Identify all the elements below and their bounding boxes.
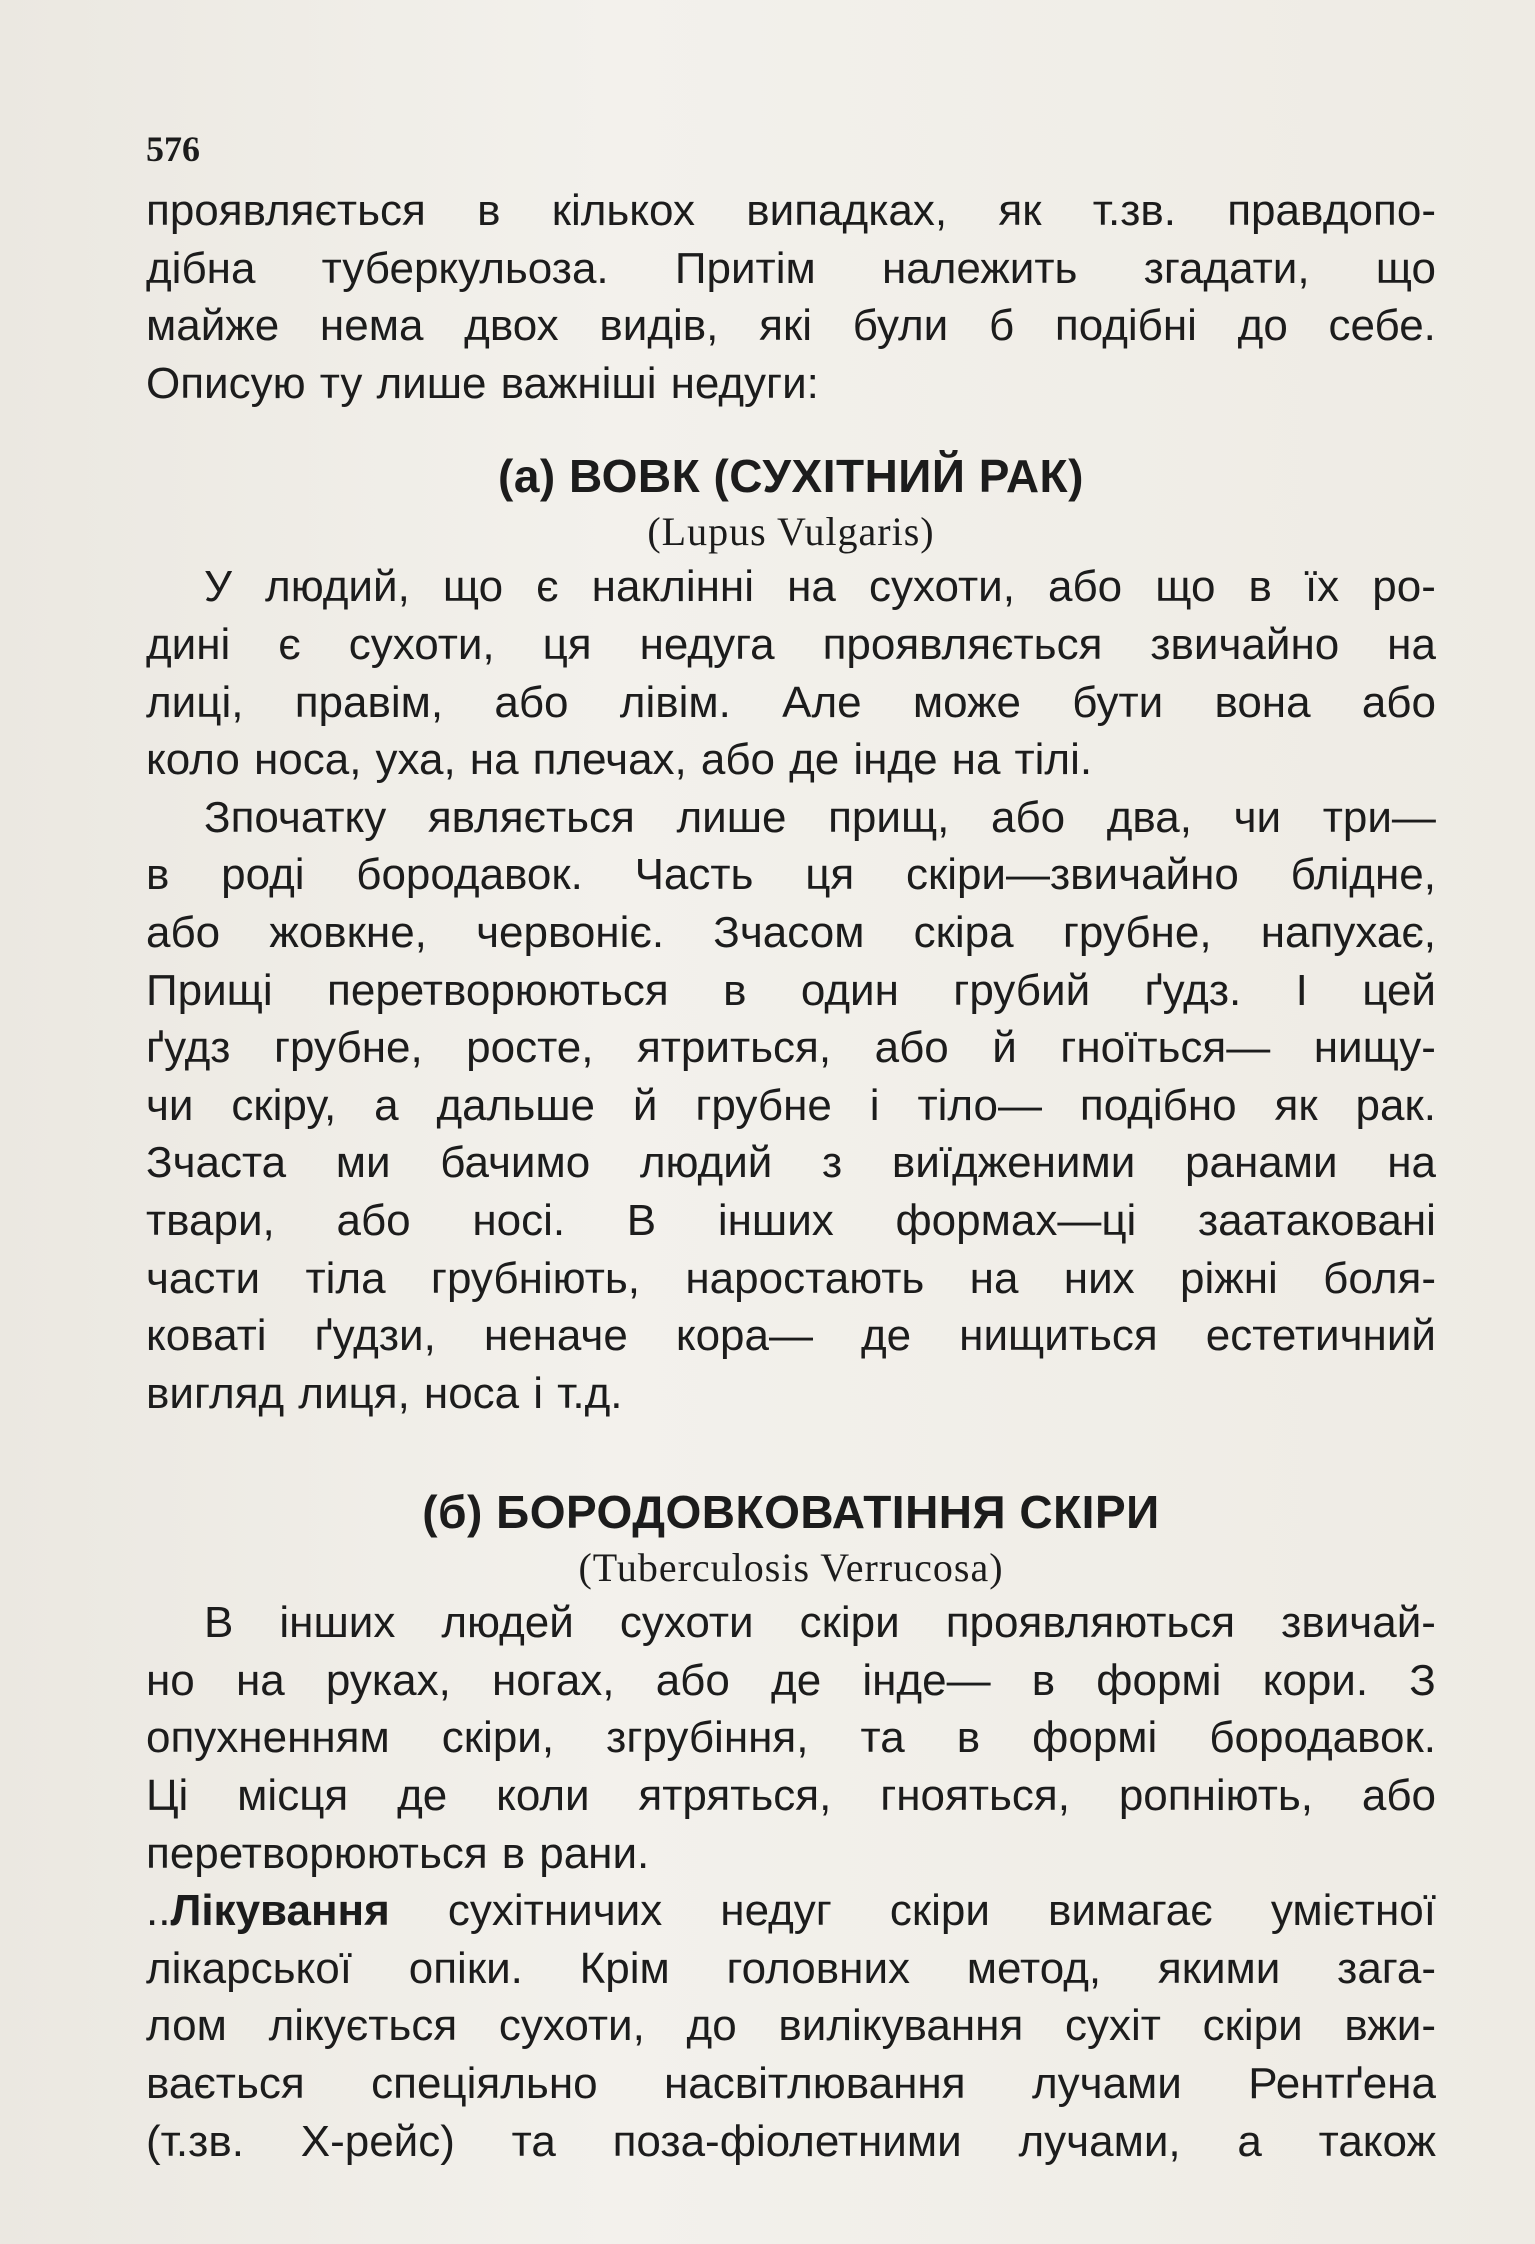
text-line xyxy=(146,1019,1436,1077)
word: що xyxy=(1155,562,1216,612)
word: а xyxy=(374,1080,399,1130)
word: інде— xyxy=(862,1655,991,1705)
word: й xyxy=(992,1023,1017,1073)
word: де xyxy=(771,1655,822,1705)
word: грубне, xyxy=(1062,907,1212,957)
word: перетворюються xyxy=(327,965,669,1015)
word: ґудз. xyxy=(1144,965,1242,1015)
text-line xyxy=(146,674,1436,732)
word: і xyxy=(869,1080,880,1130)
word: важніші xyxy=(500,358,657,408)
word: людий xyxy=(639,1138,773,1188)
word: носа, xyxy=(253,735,362,785)
word: вжи- xyxy=(1344,2001,1436,2051)
word: ро- xyxy=(1372,562,1436,612)
word: цей xyxy=(1362,965,1436,1015)
word: бородавок. xyxy=(356,850,583,900)
word: як xyxy=(998,186,1042,235)
word: є xyxy=(536,562,559,612)
word: ранами xyxy=(1185,1138,1338,1188)
treatment-paragraph xyxy=(146,1882,1436,2170)
section-heading: (а) ВОВК (СУХІТНИЙ РАК) xyxy=(498,450,1084,503)
word: скіри, xyxy=(441,1713,555,1763)
word: правім, xyxy=(294,677,444,727)
word: формі xyxy=(1096,1655,1222,1705)
word: в xyxy=(723,965,747,1015)
word: тіло— xyxy=(917,1080,1043,1130)
word: плечах, xyxy=(532,735,687,785)
word: І xyxy=(1295,965,1308,1015)
word: на xyxy=(1387,619,1436,669)
word: як xyxy=(1274,1080,1318,1130)
word: чи xyxy=(1233,792,1282,842)
word: сухітничих xyxy=(447,1886,663,1936)
word: на xyxy=(235,1655,285,1705)
word: звичайно xyxy=(1150,619,1340,669)
word: а xyxy=(1237,2116,1262,2166)
word: недуга xyxy=(639,619,775,669)
word: до xyxy=(1237,301,1288,351)
word: де xyxy=(789,735,840,785)
word: бути xyxy=(1072,677,1164,727)
word: сухіт xyxy=(1065,2001,1161,2051)
word: умієтної xyxy=(1270,1886,1436,1936)
word: лом xyxy=(146,2001,227,2051)
word: звичай- xyxy=(1281,1598,1436,1648)
word: неначе xyxy=(483,1311,628,1361)
word: та xyxy=(860,1713,905,1763)
word: нищиться xyxy=(959,1311,1158,1361)
word: Описую xyxy=(146,358,306,408)
text-line xyxy=(146,1134,1436,1192)
word: де xyxy=(397,1771,448,1821)
text-line xyxy=(146,182,1436,240)
word: належить xyxy=(881,243,1078,293)
word: їх xyxy=(1304,562,1340,612)
page-content xyxy=(146,182,1436,2170)
word: роді xyxy=(221,850,305,900)
word: головних xyxy=(726,1943,911,1993)
word: вилікування xyxy=(778,2001,1024,2051)
text-line xyxy=(146,1940,1436,1998)
word: на xyxy=(1387,1138,1436,1188)
word: в xyxy=(956,1713,981,1763)
text-line xyxy=(146,1365,1436,1423)
word: носі. xyxy=(472,1195,566,1245)
word: них xyxy=(1063,1253,1135,1303)
word: Зпочатку xyxy=(204,792,387,842)
word: твари, xyxy=(146,1195,275,1245)
word: В xyxy=(626,1195,657,1245)
word: части xyxy=(146,1253,261,1303)
word: згрубіння, xyxy=(606,1713,809,1763)
word: т.д. xyxy=(557,1368,623,1418)
word: ятриться, xyxy=(636,1023,832,1073)
word: Х-рейс) xyxy=(300,2116,455,2166)
word: б xyxy=(988,301,1015,351)
word: лиці, xyxy=(146,677,244,727)
word: перетворюються xyxy=(146,1828,488,1878)
word: бачимо xyxy=(440,1138,591,1188)
word: лікарської xyxy=(146,1943,352,1993)
word: напухає, xyxy=(1260,907,1436,957)
text-line xyxy=(146,240,1436,298)
word: но xyxy=(146,1655,195,1705)
latin-subtitle: (Lupus Vulgaris) xyxy=(647,509,935,555)
word: В xyxy=(204,1598,234,1648)
word: ця xyxy=(542,619,592,669)
word: в xyxy=(146,850,170,900)
word: чи xyxy=(146,1080,194,1130)
word: виїдженими xyxy=(891,1138,1136,1188)
word: або xyxy=(655,1655,730,1705)
word: (т.зв. xyxy=(146,2116,244,2166)
word: формах—ці xyxy=(895,1195,1137,1245)
word: або xyxy=(1361,677,1436,727)
word: інших xyxy=(717,1195,834,1245)
word: до xyxy=(686,2001,737,2051)
word: гноїться— xyxy=(1060,1023,1271,1073)
word: згадати, xyxy=(1143,243,1310,293)
word: з xyxy=(822,1138,843,1188)
word: Притім xyxy=(674,243,816,293)
word: людей xyxy=(441,1598,574,1648)
word: проявляється xyxy=(146,186,426,235)
word: може xyxy=(912,677,1021,727)
word: дібна xyxy=(146,243,256,293)
word: руках, xyxy=(325,1655,451,1705)
word: являється xyxy=(427,792,635,842)
word: Зчасом xyxy=(713,907,865,957)
section-heading: (б) БОРОДОВКОВАТІННЯ СКІРИ xyxy=(422,1486,1160,1539)
word: уха, xyxy=(375,735,456,785)
word: людий, xyxy=(265,562,410,612)
word: коваті xyxy=(146,1311,267,1361)
word: були xyxy=(852,301,949,351)
word: в xyxy=(477,186,501,235)
word: правдопо- xyxy=(1227,186,1436,235)
word: або xyxy=(494,677,569,727)
word: червоніє. xyxy=(476,907,665,957)
text-line xyxy=(146,1192,1436,1250)
word: подібно xyxy=(1079,1080,1237,1130)
word: якими xyxy=(1157,1943,1281,1993)
word: росте, xyxy=(466,1023,594,1073)
text-line xyxy=(146,1077,1436,1135)
word: ту xyxy=(319,358,363,408)
word: вона xyxy=(1214,677,1311,727)
word: або xyxy=(700,735,776,785)
word: або xyxy=(1048,562,1123,612)
word: блідне, xyxy=(1290,850,1436,900)
word: Ці xyxy=(146,1771,189,1821)
word: на xyxy=(969,1253,1019,1303)
word: У xyxy=(204,562,232,612)
word: лікується xyxy=(268,2001,458,2051)
word: гнояться, xyxy=(880,1771,1070,1821)
text-line xyxy=(146,789,1436,847)
word: три— xyxy=(1322,792,1436,842)
word: грубне xyxy=(695,1080,832,1130)
word: інде xyxy=(853,735,938,785)
word: випадках, xyxy=(746,186,948,235)
text-line xyxy=(146,1250,1436,1308)
word: скіри—звичайно xyxy=(905,850,1239,900)
word: лівім. xyxy=(619,677,731,727)
word: рани. xyxy=(539,1828,650,1878)
word: недуги: xyxy=(670,358,819,408)
text-line xyxy=(146,1882,1436,1940)
text-line xyxy=(146,297,1436,355)
word: Часть xyxy=(634,850,754,900)
word: лиця, xyxy=(298,1368,410,1418)
word: проявляються xyxy=(945,1598,1236,1648)
word: скіру, xyxy=(231,1080,337,1130)
text-line xyxy=(146,1652,1436,1710)
text-line xyxy=(146,731,1436,789)
word: бородавок. xyxy=(1209,1713,1436,1763)
text-line xyxy=(146,1307,1436,1365)
word: або xyxy=(991,792,1066,842)
word: жовкне, xyxy=(269,907,427,957)
latin-subtitle: (Tuberculosis Verrucosa) xyxy=(578,1545,1004,1591)
text-line xyxy=(146,1767,1436,1825)
word: скіри xyxy=(799,1598,900,1648)
word: в xyxy=(501,1828,526,1878)
word: та xyxy=(511,2116,556,2166)
word: естетичний xyxy=(1205,1311,1436,1361)
word: дальше xyxy=(436,1080,596,1130)
section-paragraph xyxy=(146,1594,1436,1882)
word: ятряться, xyxy=(638,1771,832,1821)
word: що xyxy=(1375,243,1436,293)
word: на xyxy=(787,562,836,612)
word: або xyxy=(336,1195,411,1245)
word: й xyxy=(632,1080,658,1130)
word: боля- xyxy=(1323,1253,1436,1303)
word: нищу- xyxy=(1313,1023,1436,1073)
word: грубніють, xyxy=(430,1253,641,1303)
word: кора— xyxy=(675,1311,813,1361)
text-line xyxy=(146,1709,1436,1767)
word: або xyxy=(146,907,221,957)
word: ногах, xyxy=(491,1655,615,1705)
text-line xyxy=(146,355,1436,413)
word: є xyxy=(278,619,301,669)
word: лише xyxy=(376,358,487,408)
word: сухоти, xyxy=(498,2001,645,2051)
word: майже xyxy=(146,301,280,351)
word: коло xyxy=(146,735,240,785)
word: сухоти, xyxy=(868,562,1015,612)
word: зага- xyxy=(1337,1943,1436,1993)
treatment-keyword: Лікування xyxy=(170,1886,390,1936)
text-line xyxy=(146,1997,1436,2055)
word: формі xyxy=(1032,1713,1158,1763)
word: ґудзи, xyxy=(314,1311,436,1361)
word: лучами, xyxy=(1018,2116,1181,2166)
word: дині xyxy=(146,619,231,669)
word: опухненням xyxy=(146,1713,390,1763)
text-line xyxy=(146,1825,1436,1883)
word: грубий xyxy=(953,965,1091,1015)
word: Але xyxy=(782,677,862,727)
word: сухоти, xyxy=(348,619,495,669)
word: туберкульоза. xyxy=(321,243,609,293)
word: вигляд xyxy=(146,1368,285,1418)
word: наклінні xyxy=(591,562,755,612)
word: прищ, xyxy=(828,792,950,842)
word: які xyxy=(759,301,812,351)
word: також xyxy=(1318,2116,1436,2166)
word: грубне, xyxy=(273,1023,423,1073)
text-line xyxy=(146,846,1436,904)
word: Прищі xyxy=(146,965,273,1015)
word: ми xyxy=(335,1138,391,1188)
word: вається xyxy=(146,2059,305,2109)
word: в xyxy=(1248,562,1272,612)
word: ріжні xyxy=(1180,1253,1278,1303)
word: два, xyxy=(1106,792,1192,842)
word: тіла xyxy=(305,1253,386,1303)
word: на xyxy=(951,735,1001,785)
word: спеціяльно xyxy=(371,2059,598,2109)
text-line xyxy=(146,2055,1436,2113)
word: тілі. xyxy=(1014,735,1093,785)
word: насвітлювання xyxy=(664,2059,966,2109)
word: носа xyxy=(423,1368,520,1418)
word: наростають xyxy=(685,1253,925,1303)
word: поза-фіолетними xyxy=(612,2116,962,2166)
word: двох xyxy=(464,301,559,351)
word: Крім xyxy=(579,1943,670,1993)
text-line xyxy=(146,558,1436,616)
word: ропніють, xyxy=(1118,1771,1313,1821)
word: що xyxy=(442,562,504,612)
word: скіра xyxy=(913,907,1014,957)
word: З xyxy=(1409,1655,1436,1705)
word: метод, xyxy=(966,1943,1102,1993)
text-line xyxy=(146,1594,1436,1652)
word: вимагає xyxy=(1048,1886,1213,1936)
word: т.зв. xyxy=(1092,186,1176,235)
word: себе. xyxy=(1328,301,1436,351)
word: нема xyxy=(319,301,424,351)
word: ґудз xyxy=(146,1023,231,1073)
word: проявляється xyxy=(822,619,1103,669)
word: заатаковані xyxy=(1198,1195,1436,1245)
word: скіри xyxy=(889,1886,990,1936)
text-line xyxy=(146,2113,1436,2171)
section-paragraph xyxy=(146,789,1436,1423)
word: або xyxy=(874,1023,949,1073)
word: кори. xyxy=(1262,1655,1369,1705)
intro-paragraph xyxy=(146,182,1436,412)
word: скіри xyxy=(1202,2001,1303,2051)
text-line xyxy=(146,616,1436,674)
word: місця xyxy=(237,1771,349,1821)
ellipsis-marker: .. xyxy=(146,1886,171,1936)
word: ця xyxy=(805,850,855,900)
word: інших xyxy=(279,1598,396,1648)
word: в xyxy=(1031,1655,1056,1705)
text-line xyxy=(146,962,1436,1020)
word: Рентґена xyxy=(1248,2059,1436,2109)
page-number: 576 xyxy=(146,129,200,169)
word: на xyxy=(469,735,519,785)
word: коли xyxy=(496,1771,590,1821)
word: подібні xyxy=(1054,301,1197,351)
word: сухоти xyxy=(619,1598,754,1648)
word: і xyxy=(533,1368,543,1418)
word: рак. xyxy=(1355,1080,1436,1130)
word: недуг xyxy=(720,1886,832,1936)
word: Зчаста xyxy=(146,1138,287,1188)
word: один xyxy=(800,965,899,1015)
word: кількох xyxy=(551,186,696,235)
word: або xyxy=(1361,1771,1436,1821)
word: лучами xyxy=(1031,2059,1182,2109)
word: лише xyxy=(676,792,787,842)
word: опіки. xyxy=(408,1943,523,1993)
word: видів, xyxy=(599,301,719,351)
section-paragraph xyxy=(146,558,1436,788)
text-line xyxy=(146,904,1436,962)
word: де xyxy=(861,1311,912,1361)
